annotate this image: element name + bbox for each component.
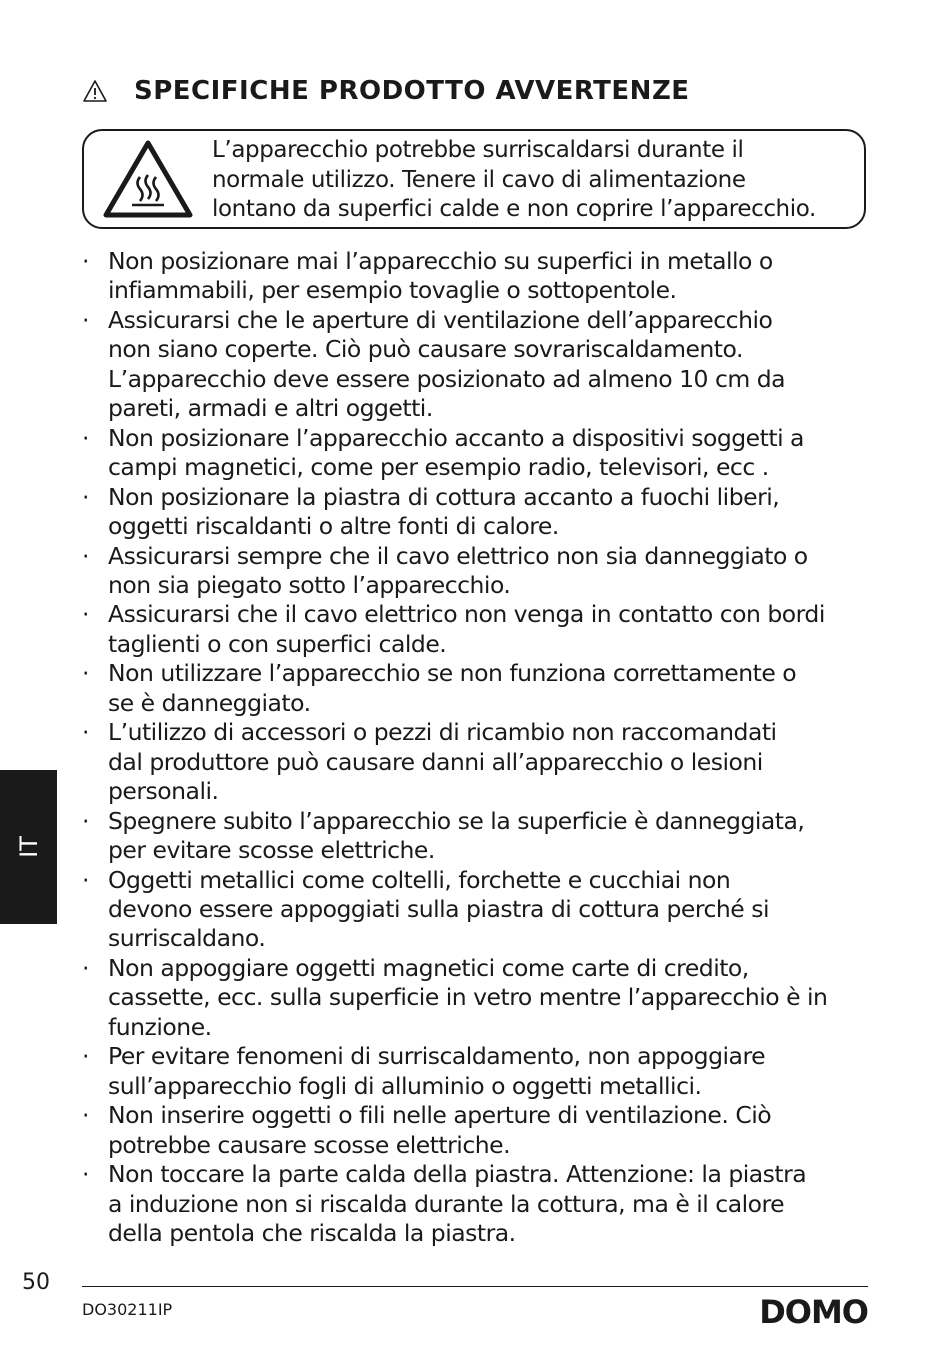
bullet-marker: · [82, 659, 89, 688]
bullet-marker: · [82, 1042, 89, 1071]
model-number: DO30211IP [82, 1300, 173, 1319]
language-tab [0, 770, 57, 924]
list-item [82, 306, 872, 424]
list-item [82, 1042, 872, 1101]
list-item [82, 718, 872, 806]
list-item-line: oggetti riscaldanti o altre fonti di calore. [108, 512, 559, 541]
list-item-line: Non inserire oggetti o fili nelle aperture di ventilazione. Ciò [108, 1101, 772, 1130]
bullet-marker: · [82, 423, 89, 452]
list-item-line: campi magnetici, come per esempio radio, televisori, ecc . [108, 453, 769, 482]
hot-surface-warning-box [82, 129, 866, 229]
bullet-marker: · [82, 1160, 89, 1189]
list-item-line: cassette, ecc. sulla superficie in vetro mentre l’apparecchio è in [108, 983, 828, 1012]
bullet-marker: · [82, 953, 89, 982]
list-item-line: taglienti o con superfici calde. [108, 629, 447, 658]
list-item-line: non sia piegato sotto l’apparecchio. [108, 570, 511, 599]
bullet-marker: · [82, 865, 89, 894]
hot-surface-warning-text [212, 136, 862, 225]
list-item-line: della pentola che riscalda la piastra. [108, 1218, 516, 1247]
list-item [82, 600, 872, 659]
bullet-marker: · [82, 305, 89, 334]
list-item [82, 1101, 872, 1160]
page-number: 50 [22, 1270, 50, 1295]
list-item [82, 424, 872, 483]
list-item-line: dal produttore può causare danni all’apparecchio o lesioni [108, 747, 763, 776]
list-item [82, 866, 872, 954]
list-item [82, 1160, 872, 1248]
list-item [82, 542, 872, 601]
list-item [82, 659, 872, 718]
hot-surface-icon [102, 139, 194, 221]
list-item-line: infiammabili, per esempio tovaglie o sottopentole. [108, 276, 677, 305]
warning-list [82, 247, 872, 1248]
list-item-line: Per evitare fenomeni di surriscaldamento, non appoggiare [108, 1042, 766, 1071]
list-item-line: Oggetti metallici come coltelli, forchette e cucchiai non [108, 865, 731, 894]
bullet-marker: · [82, 806, 89, 835]
list-item-line: Non posizionare l’apparecchio accanto a dispositivi soggetti a [108, 423, 804, 452]
list-item-line: a induzione non si riscalda durante la cottura, ma è il calore [108, 1189, 785, 1218]
list-item-line: Assicurarsi che le aperture di ventilazione dell’apparecchio [108, 305, 773, 334]
warning-line: lontano da superfici calde e non coprire l’apparecchio. [212, 196, 816, 222]
list-item [82, 954, 872, 1042]
list-item-line: sull’apparecchio fogli di alluminio o oggetti metallici. [108, 1071, 702, 1100]
list-item-line: personali. [108, 777, 219, 806]
list-item-line: non siano coperte. Ciò può causare sovrariscaldamento. [108, 335, 743, 364]
list-item-line: funzione. [108, 1012, 212, 1041]
list-item-line: L’apparecchio deve essere posizionato ad almeno 10 cm da [108, 364, 786, 393]
list-item-line: Assicurarsi sempre che il cavo elettrico non sia danneggiato o [108, 541, 808, 570]
list-item-line: L’utilizzo di accessori o pezzi di ricambio non raccomandati [108, 718, 777, 747]
list-item-line: pareti, armadi e altri oggetti. [108, 394, 433, 423]
list-item-line: Non utilizzare l’apparecchio se non funziona correttamente o [108, 659, 797, 688]
section-title: SPECIFICHE PRODOTTO AVVERTENZE [134, 76, 690, 106]
section-heading [82, 76, 690, 106]
list-item [82, 483, 872, 542]
bullet-marker: · [82, 482, 89, 511]
brand-logo: DOMO [759, 1293, 868, 1331]
list-item-line: Non posizionare la piastra di cottura accanto a fuochi liberi, [108, 482, 780, 511]
list-item-line: Non appoggiare oggetti magnetici come carte di credito, [108, 953, 749, 982]
bullet-marker: · [82, 600, 89, 629]
list-item-line: per evitare scosse elettriche. [108, 836, 435, 865]
list-item-line: surriscaldano. [108, 924, 266, 953]
list-item-line: se è danneggiato. [108, 688, 311, 717]
bullet-marker: · [82, 541, 89, 570]
bullet-marker: · [82, 247, 89, 275]
list-item-line: Assicurarsi che il cavo elettrico non venga in contatto con bordi [108, 600, 825, 629]
warning-line: L’apparecchio potrebbe surriscaldarsi durante il [212, 137, 744, 163]
list-item [82, 247, 872, 306]
bullet-marker: · [82, 718, 89, 747]
warning-line: normale utilizzo. Tenere il cavo di alimentazione [212, 166, 746, 193]
list-item-line: Non posizionare mai l’apparecchio su superfici in metallo o [108, 247, 773, 275]
bullet-marker: · [82, 1101, 89, 1130]
warning-triangle-icon [82, 78, 108, 104]
list-item-line: potrebbe causare scosse elettriche. [108, 1130, 511, 1159]
list-item-line: Non toccare la parte calda della piastra. Attenzione: la piastra [108, 1160, 807, 1189]
footer-divider [82, 1286, 868, 1287]
list-item-line: Spegnere subito l’apparecchio se la superficie è danneggiata, [108, 806, 805, 835]
list-item [82, 807, 872, 866]
language-label: IT [14, 836, 43, 858]
list-item-line: devono essere appoggiati sulla piastra di cottura perché si [108, 894, 769, 923]
